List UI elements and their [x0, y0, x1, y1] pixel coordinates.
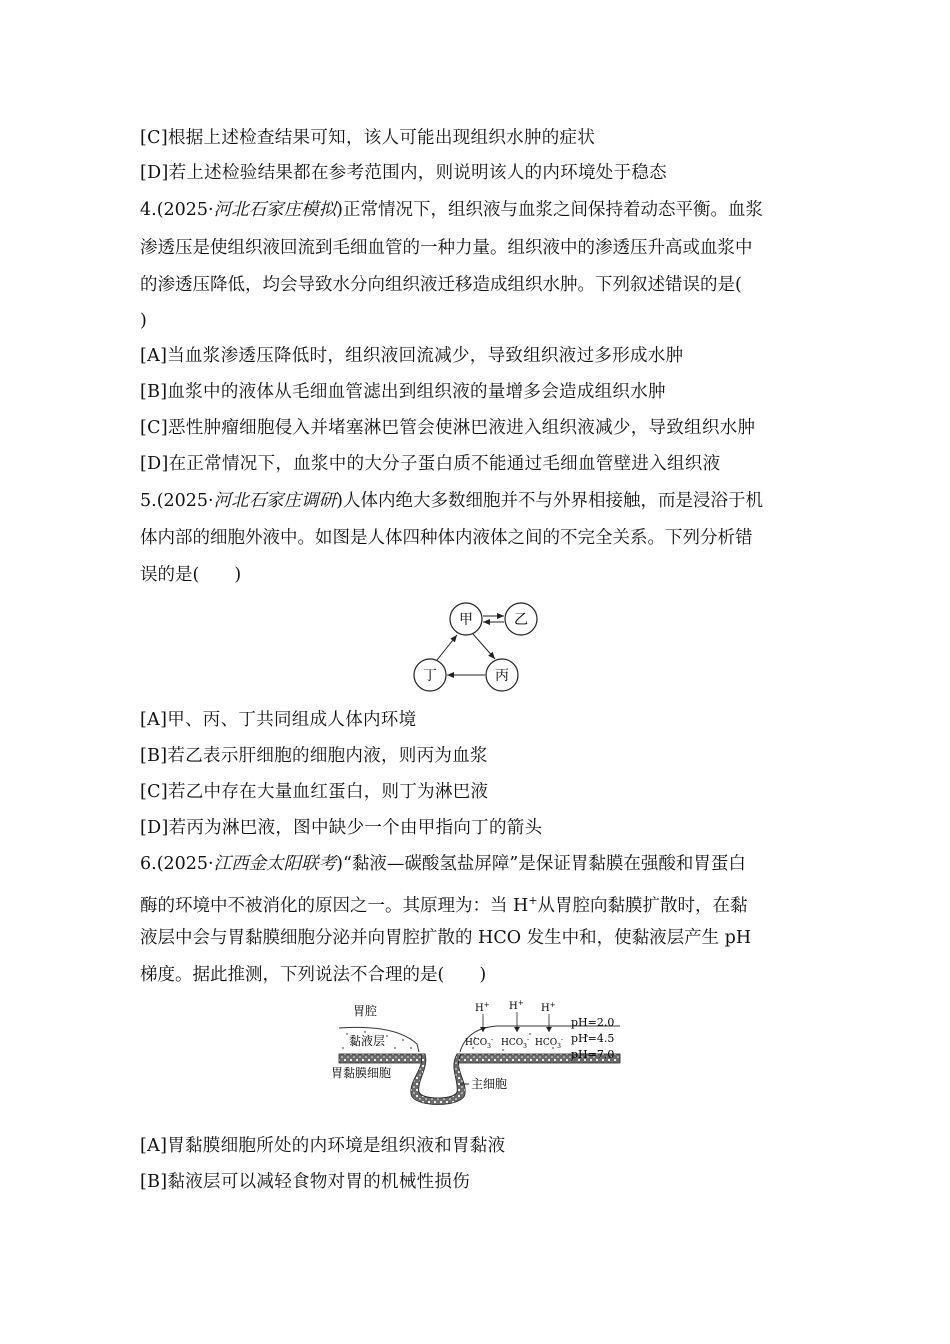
hco3-2: $HCO_3^-$	[501, 1036, 529, 1050]
ph-label-1: pH=2.0	[571, 1016, 615, 1029]
q5-option-c: [C]若乙中存在大量血红蛋白，则丁为淋巴液	[140, 782, 489, 802]
label-bing: 丙	[495, 668, 509, 684]
q5-stem-line1	[140, 489, 812, 513]
q5-source: 河北石家庄调研	[213, 491, 337, 511]
q4-stem-line4: )	[140, 311, 147, 331]
q6-stem-text: )“黏液—碳酸氢盐屏障”是保证胃黏膜在强酸和胃蛋白	[336, 854, 746, 874]
q3-option-d: [D]若上述检验结果都在参考范围内，则说明该人的内环境处于稳态	[140, 163, 667, 183]
h-plus-3: H+	[541, 1001, 556, 1014]
q6-stem-line4: 梯度。据此推测，下列说法不合理的是( )	[140, 965, 487, 985]
q5-stem-line3: 误的是( )	[140, 565, 242, 585]
q4-source: 河北石家庄模拟	[213, 200, 337, 220]
q6-option-b: [B]黏液层可以减轻食物对胃的机械性损伤	[140, 1172, 471, 1192]
q6-diagram-svg	[325, 998, 630, 1110]
q5-stem-text: )人体内绝大多数细胞并不与外界相接触，而是浸浴于机	[336, 491, 763, 511]
q6-stem-line2-a: 酶的环境中不被消化的原因之一。其原理为：当 H	[140, 895, 529, 916]
arrow-ding-to-jia	[437, 635, 457, 660]
q5-option-a: [A]甲、丙、丁共同组成人体内环境	[140, 710, 417, 730]
q4-option-c: [C]恶性肿瘤细胞侵入并堵塞淋巴管会使淋巴液进入组织液减少，导致组织水肿	[140, 418, 756, 438]
label-jia: 甲	[459, 612, 473, 628]
q5-option-d: [D]若丙为淋巴液，图中缺少一个由甲指向丁的箭头	[140, 818, 543, 838]
q5-option-b: [B]若乙表示肝细胞的细胞内液，则丙为血浆	[140, 746, 488, 766]
q4-option-a: [A]当血浆渗透压降低时，组织液回流减少，导致组织液过多形成水肿	[140, 346, 684, 366]
label-ding: 丁	[423, 668, 437, 684]
label-weiqiang: 胃腔	[353, 1004, 378, 1018]
q4-option-d: [D]在正常情况下，血浆中的大分子蛋白质不能通过毛细血管壁进入组织液	[140, 454, 721, 474]
label-nianyeceng: 黏液层	[349, 1034, 386, 1048]
q6-stem-line2	[140, 889, 812, 918]
q5-fluid-diagram	[405, 597, 550, 697]
q4-stem-line1	[140, 198, 812, 222]
hco3-1: $HCO_3^-$	[465, 1036, 493, 1050]
q5-stem-line2: 体内部的细胞外液中。如图是人体四种体内液体之间的不完全关系。下列分析错	[140, 528, 753, 548]
hco3-3: $HCO_3^-$	[535, 1036, 563, 1050]
q6-stem-line3: 液层中会与胃黏膜细胞分泌并向胃腔扩散的 HCO 发生中和，使黏液层产生 pH	[140, 928, 752, 948]
q3-option-c: [C]根据上述检查结果可知，该人可能出现组织水肿的症状	[140, 128, 596, 148]
arrow-jia-to-bing	[473, 634, 495, 659]
q6-source: 江西金太阳联考	[213, 854, 337, 874]
q4-stem-line2: 渗透压是使组织液回流到毛细血管的一种力量。组织液中的渗透压升高或血浆中	[140, 238, 753, 258]
ph-label-3: pH=7.0	[571, 1048, 615, 1061]
q6-stem-line2-b: 从胃腔向黏膜扩散时，在黏	[537, 895, 748, 916]
q4-option-b: [B]血浆中的液体从毛细血管滤出到组织液的量增多会造成组织水肿	[140, 382, 666, 402]
q4-stem-text: )正常情况下，组织液与血浆之间保持着动态平衡。血浆	[336, 200, 763, 220]
q6-number: 6.(2025·	[140, 854, 214, 874]
q6-option-a: [A]胃黏膜细胞所处的内环境是组织液和胃黏液	[140, 1136, 506, 1156]
q4-number: 4.(2025·	[140, 200, 214, 220]
label-zhuxibao: 主细胞	[471, 1077, 508, 1091]
q4-stem-line3: 的渗透压降低，均会导致水分向组织液迁移造成组织水肿。下列叙述错误的是(	[140, 275, 742, 295]
q5-number: 5.(2025·	[140, 491, 214, 511]
q5-diagram-svg	[405, 597, 550, 697]
ph-label-2: pH=4.5	[571, 1032, 615, 1045]
left-epithelium	[339, 1054, 425, 1063]
label-weinianmo: 胃黏膜细胞	[331, 1066, 392, 1080]
label-yi: 乙	[514, 612, 528, 628]
q6-stem-line1	[140, 852, 812, 876]
q6-mucus-barrier-diagram	[325, 998, 630, 1110]
q6-h-superscript: +	[528, 894, 538, 907]
h-plus-1: H+	[475, 1001, 490, 1014]
h-plus-2: H+	[509, 999, 524, 1012]
